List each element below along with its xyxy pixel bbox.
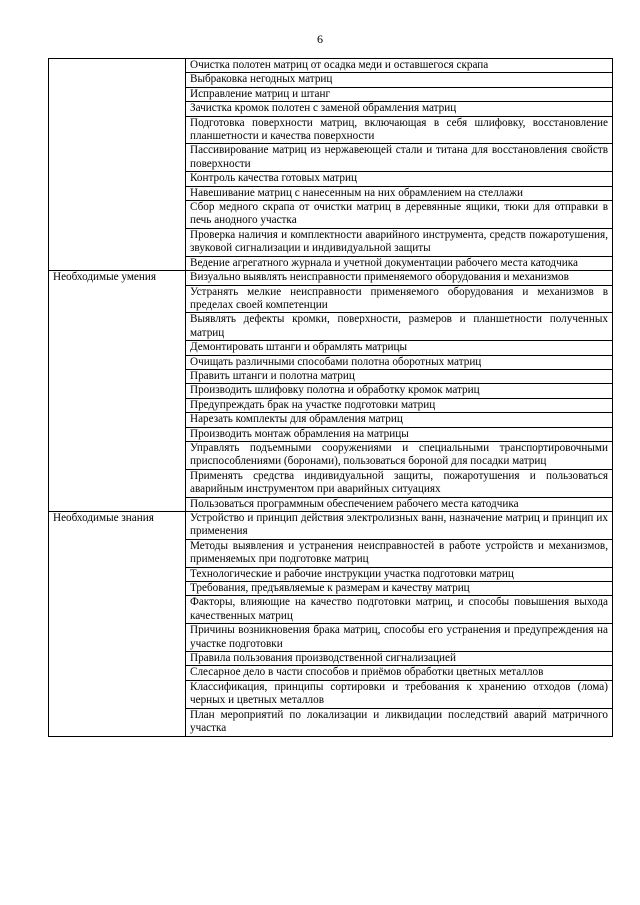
- requirement-item: План мероприятий по локализации и ликвидации последствий аварий матричного участка: [186, 708, 613, 736]
- section-label: Необходимые знания: [49, 512, 186, 737]
- requirement-item: Выбраковка негодных матриц: [186, 73, 613, 87]
- requirement-item: Управлять подъемными сооружениями и специальными транспортировочными приспособлениями (боронами), пользоваться бороной для посадки матриц: [186, 441, 613, 469]
- requirement-item: Выявлять дефекты кромки, поверхности, размеров и планшетности полученных матриц: [186, 313, 613, 341]
- requirement-item: Править штанги и полотна матриц: [186, 369, 613, 383]
- requirement-item: Исправление матриц и штанг: [186, 87, 613, 101]
- table-body: [49, 59, 613, 737]
- section-label-continued: [49, 59, 186, 271]
- requirement-item: Причины возникновения брака матриц, способы его устранения и предупреждения на участке подготовки: [186, 624, 613, 652]
- requirement-item: Устройство и принцип действия электролизных ванн, назначение матриц и принцип их применения: [186, 512, 613, 540]
- requirement-item: Сбор медного скрапа от очистки матриц в деревянные ящики, тюки для отправки в печь анодного участка: [186, 201, 613, 229]
- requirement-item: Ведение агрегатного журнала и учетной документации рабочего места катодчика: [186, 256, 613, 270]
- page-number: 6: [317, 32, 323, 46]
- table-row: [49, 59, 613, 73]
- requirement-item: Предупреждать брак на участке подготовки матриц: [186, 398, 613, 412]
- requirement-item: Технологические и рабочие инструкции участка подготовки матриц: [186, 567, 613, 581]
- requirement-item: Зачистка кромок полотен с заменой обрамления матриц: [186, 102, 613, 116]
- requirement-item: Очищать различными способами полотна оборотных матриц: [186, 355, 613, 369]
- requirement-item: Классификация, принципы сортировки и требования к хранению отходов (лома) черных и цветных металлов: [186, 680, 613, 708]
- requirement-item: Визуально выявлять неисправности применяемого оборудования и механизмов: [186, 271, 613, 285]
- requirement-item: Демонтировать штанги и обрамлять матрицы: [186, 341, 613, 355]
- requirement-item: Факторы, влияющие на качество подготовки матриц, и способы повышения выхода качественных матриц: [186, 596, 613, 624]
- requirements-table: [48, 58, 613, 737]
- requirement-item: Пассивирование матриц из нержавеющей стали и титана для восстановления свойств поверхности: [186, 144, 613, 172]
- requirement-item: Устранять мелкие неисправности применяемого оборудования и механизмов в пределах своей компетенции: [186, 285, 613, 313]
- requirement-item: Проверка наличия и комплектности аварийного инструмента, средств пожаротушения, звуковой сигнализации и индивидуальной защиты: [186, 228, 613, 256]
- requirement-item: Правила пользования производственной сигнализацией: [186, 652, 613, 666]
- requirement-item: Нарезать комплекты для обрамления матриц: [186, 413, 613, 427]
- requirement-item: Слесарное дело в части способов и приёмов обработки цветных металлов: [186, 666, 613, 680]
- requirement-item: Требования, предъявляемые к размерам и качеству матриц: [186, 582, 613, 596]
- requirement-item: Методы выявления и устранения неисправностей в работе устройств и механизмов, применяемых при подготовке матриц: [186, 539, 613, 567]
- requirement-item: Навешивание матриц с нанесенным на них обрамлением на стеллажи: [186, 186, 613, 200]
- requirement-item: Очистка полотен матриц от осадка меди и оставшегося скрапа: [186, 59, 613, 73]
- requirement-item: Производить монтаж обрамления на матрицы: [186, 427, 613, 441]
- requirement-item: Применять средства индивидуальной защиты, пожаротушения и пользоваться аварийным инструментом при аварийных ситуациях: [186, 469, 613, 497]
- table-row: [49, 271, 613, 285]
- requirement-item: Подготовка поверхности матриц, включающая в себя шлифовку, восстановление планшетности и качества поверхности: [186, 116, 613, 144]
- requirement-item: Производить шлифовку полотна и обработку кромок матриц: [186, 384, 613, 398]
- table-row: [49, 512, 613, 540]
- requirement-item: Пользоваться программным обеспечением рабочего места катодчика: [186, 497, 613, 511]
- section-label: Необходимые умения: [49, 271, 186, 512]
- requirement-item: Контроль качества готовых матриц: [186, 172, 613, 186]
